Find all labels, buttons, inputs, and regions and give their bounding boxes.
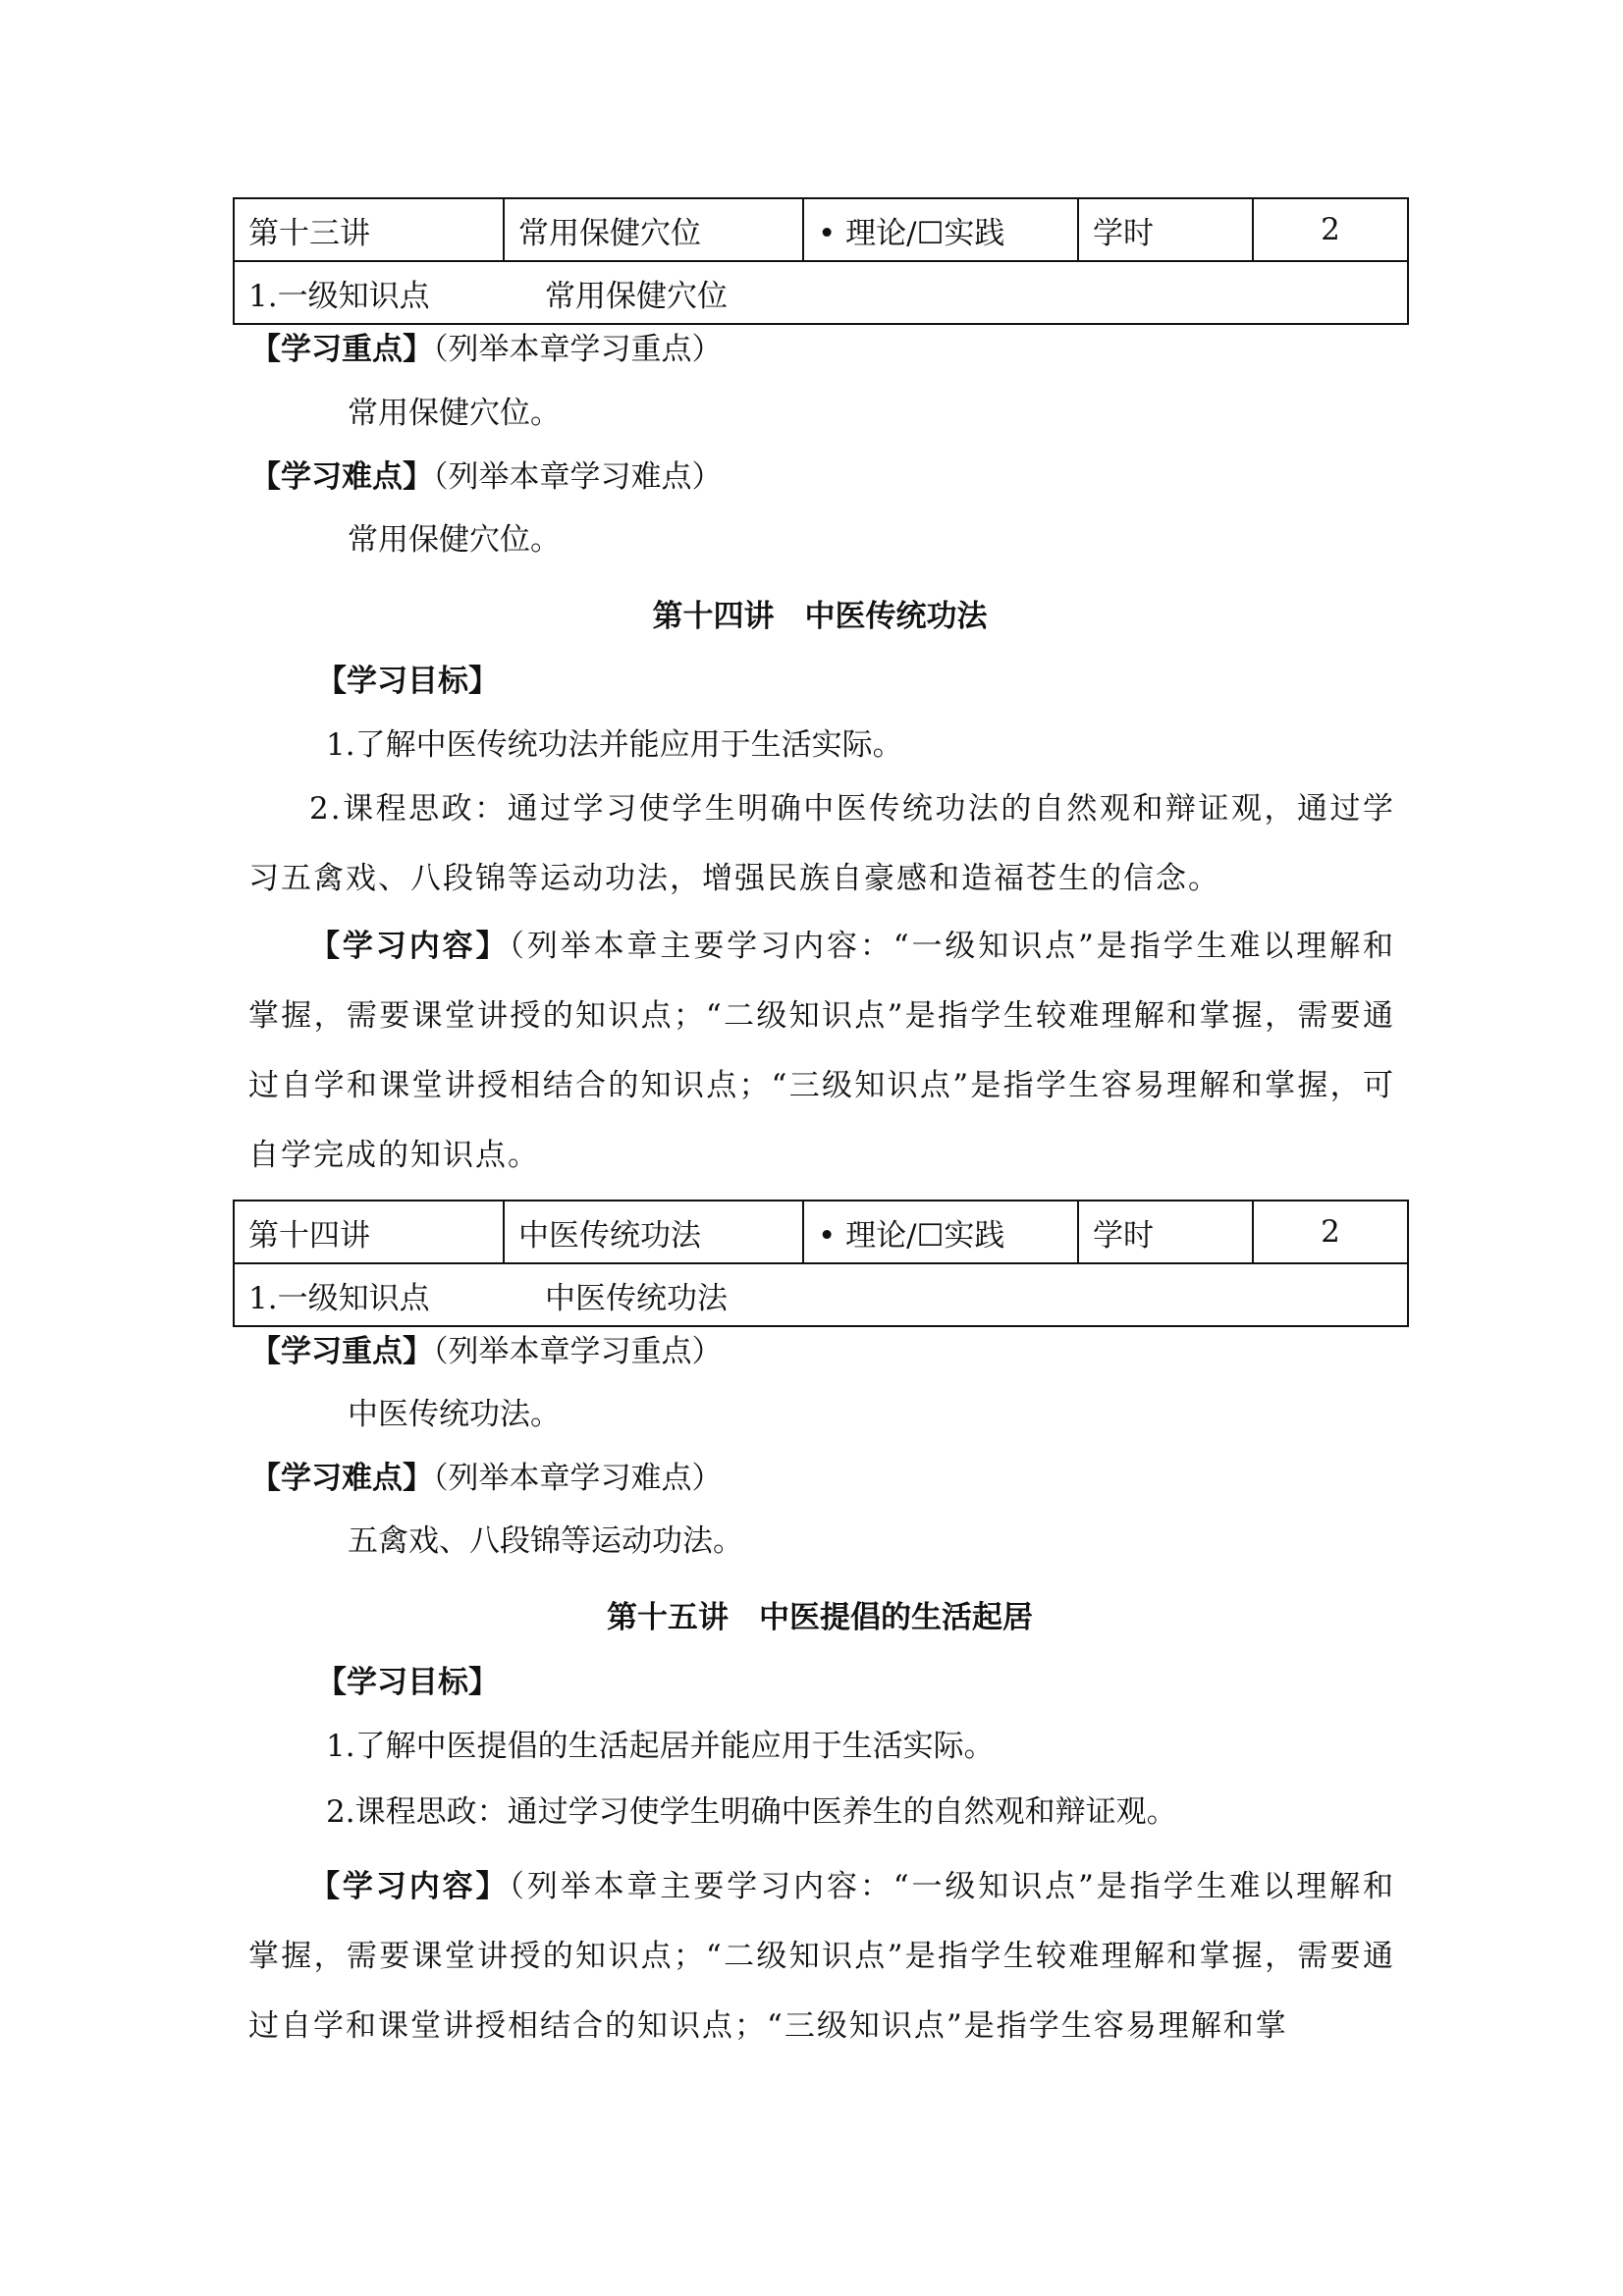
learning-content-paragraph	[248, 1852, 1395, 2061]
table-row	[234, 198, 1408, 261]
table-row	[234, 1201, 1408, 1263]
lecture14-table	[233, 1200, 1409, 1327]
lecture14-heading: 第十四讲 中医传统功法	[652, 599, 988, 634]
knowledge-content: 常用保健穴位	[545, 278, 728, 314]
learning-content-label: 【学习内容】	[309, 929, 510, 964]
lecture15-heading: 第十五讲 中医提倡的生活起居	[607, 1600, 1033, 1635]
learning-content-label: 【学习内容】	[309, 1869, 510, 1904]
objective-item: 1.了解中医提倡的生活起居并能应用于生活实际。	[326, 1729, 995, 1764]
key-points-line	[250, 1332, 723, 1371]
objectives-label: 【学习目标】	[316, 1665, 499, 1700]
knowledge-level: 1.一级知识点	[248, 278, 430, 314]
key-points-label: 【学习重点】	[250, 332, 433, 367]
difficult-points-line	[250, 457, 723, 497]
table-row	[234, 1263, 1408, 1326]
lecture-number-cell: 第十三讲	[234, 198, 504, 261]
lecture-number-cell: 第十四讲	[234, 1201, 504, 1263]
hours-value-cell: 2	[1253, 1201, 1408, 1263]
key-points-line	[250, 330, 723, 369]
difficult-points-content: 常用保健穴位。	[348, 522, 561, 558]
hours-value-cell: 2	[1253, 198, 1408, 261]
lecture13-table	[233, 197, 1409, 325]
learning-content-text: （列举本章主要学习内容：“一级知识点”是指学生难以理解和掌握，需要课堂讲授的知识点；“二级知识点”是指学生较难理解和掌握，需要通过自学和课堂讲授相结合的知识点；“三级知识点”是指学生容易理解和掌握，可自学完成的知识点。	[248, 929, 1395, 1173]
key-points-label: 【学习重点】	[250, 1334, 433, 1369]
key-points-content: 常用保健穴位。	[348, 396, 561, 431]
objectives-label: 【学习目标】	[316, 664, 499, 699]
objective-item: 1.了解中医传统功法并能应用于生活实际。	[326, 727, 903, 763]
difficult-points-line	[250, 1459, 723, 1498]
knowledge-point-cell	[234, 1263, 1408, 1326]
key-points-note: （列举本章学习重点）	[433, 332, 723, 367]
difficult-points-content: 五禽戏、八段锦等运动功法。	[348, 1523, 743, 1559]
difficult-points-label: 【学习难点】	[250, 459, 433, 495]
key-points-content: 中医传统功法。	[348, 1397, 561, 1432]
difficult-points-label: 【学习难点】	[250, 1461, 433, 1496]
hours-label-cell: 学时	[1078, 198, 1253, 261]
difficult-points-note: （列举本章学习难点）	[433, 459, 723, 495]
knowledge-content: 中医传统功法	[545, 1280, 728, 1316]
table-row	[234, 261, 1408, 324]
lecture-type-cell: • 理论/☐实践	[803, 1201, 1078, 1263]
hours-label-cell: 学时	[1078, 1201, 1253, 1263]
learning-content-text: （列举本章主要学习内容：“一级知识点”是指学生难以理解和掌握，需要课堂讲授的知识点；“二级知识点”是指学生较难理解和掌握，需要通过自学和课堂讲授相结合的知识点；“三级知识点”是指学生容易理解和掌	[248, 1869, 1395, 2044]
objective-item: 2.课程思政：通过学习使学生明确中医养生的自然观和辩证观。	[326, 1794, 1177, 1830]
lecture-title-cell: 中医传统功法	[504, 1201, 803, 1263]
knowledge-point-cell	[234, 261, 1408, 324]
lecture-type-cell: • 理论/☐实践	[803, 198, 1078, 261]
lecture-title-cell: 常用保健穴位	[504, 198, 803, 261]
learning-content-paragraph	[248, 912, 1395, 1191]
knowledge-level: 1.一级知识点	[248, 1280, 430, 1316]
objective-item: 2.课程思政：通过学习使学生明确中医传统功法的自然观和辩证观，通过学习五禽戏、八段锦等运动功法，增强民族自豪感和造福苍生的信念。	[248, 791, 1395, 896]
key-points-note: （列举本章学习重点）	[433, 1334, 723, 1369]
difficult-points-note: （列举本章学习难点）	[433, 1461, 723, 1496]
